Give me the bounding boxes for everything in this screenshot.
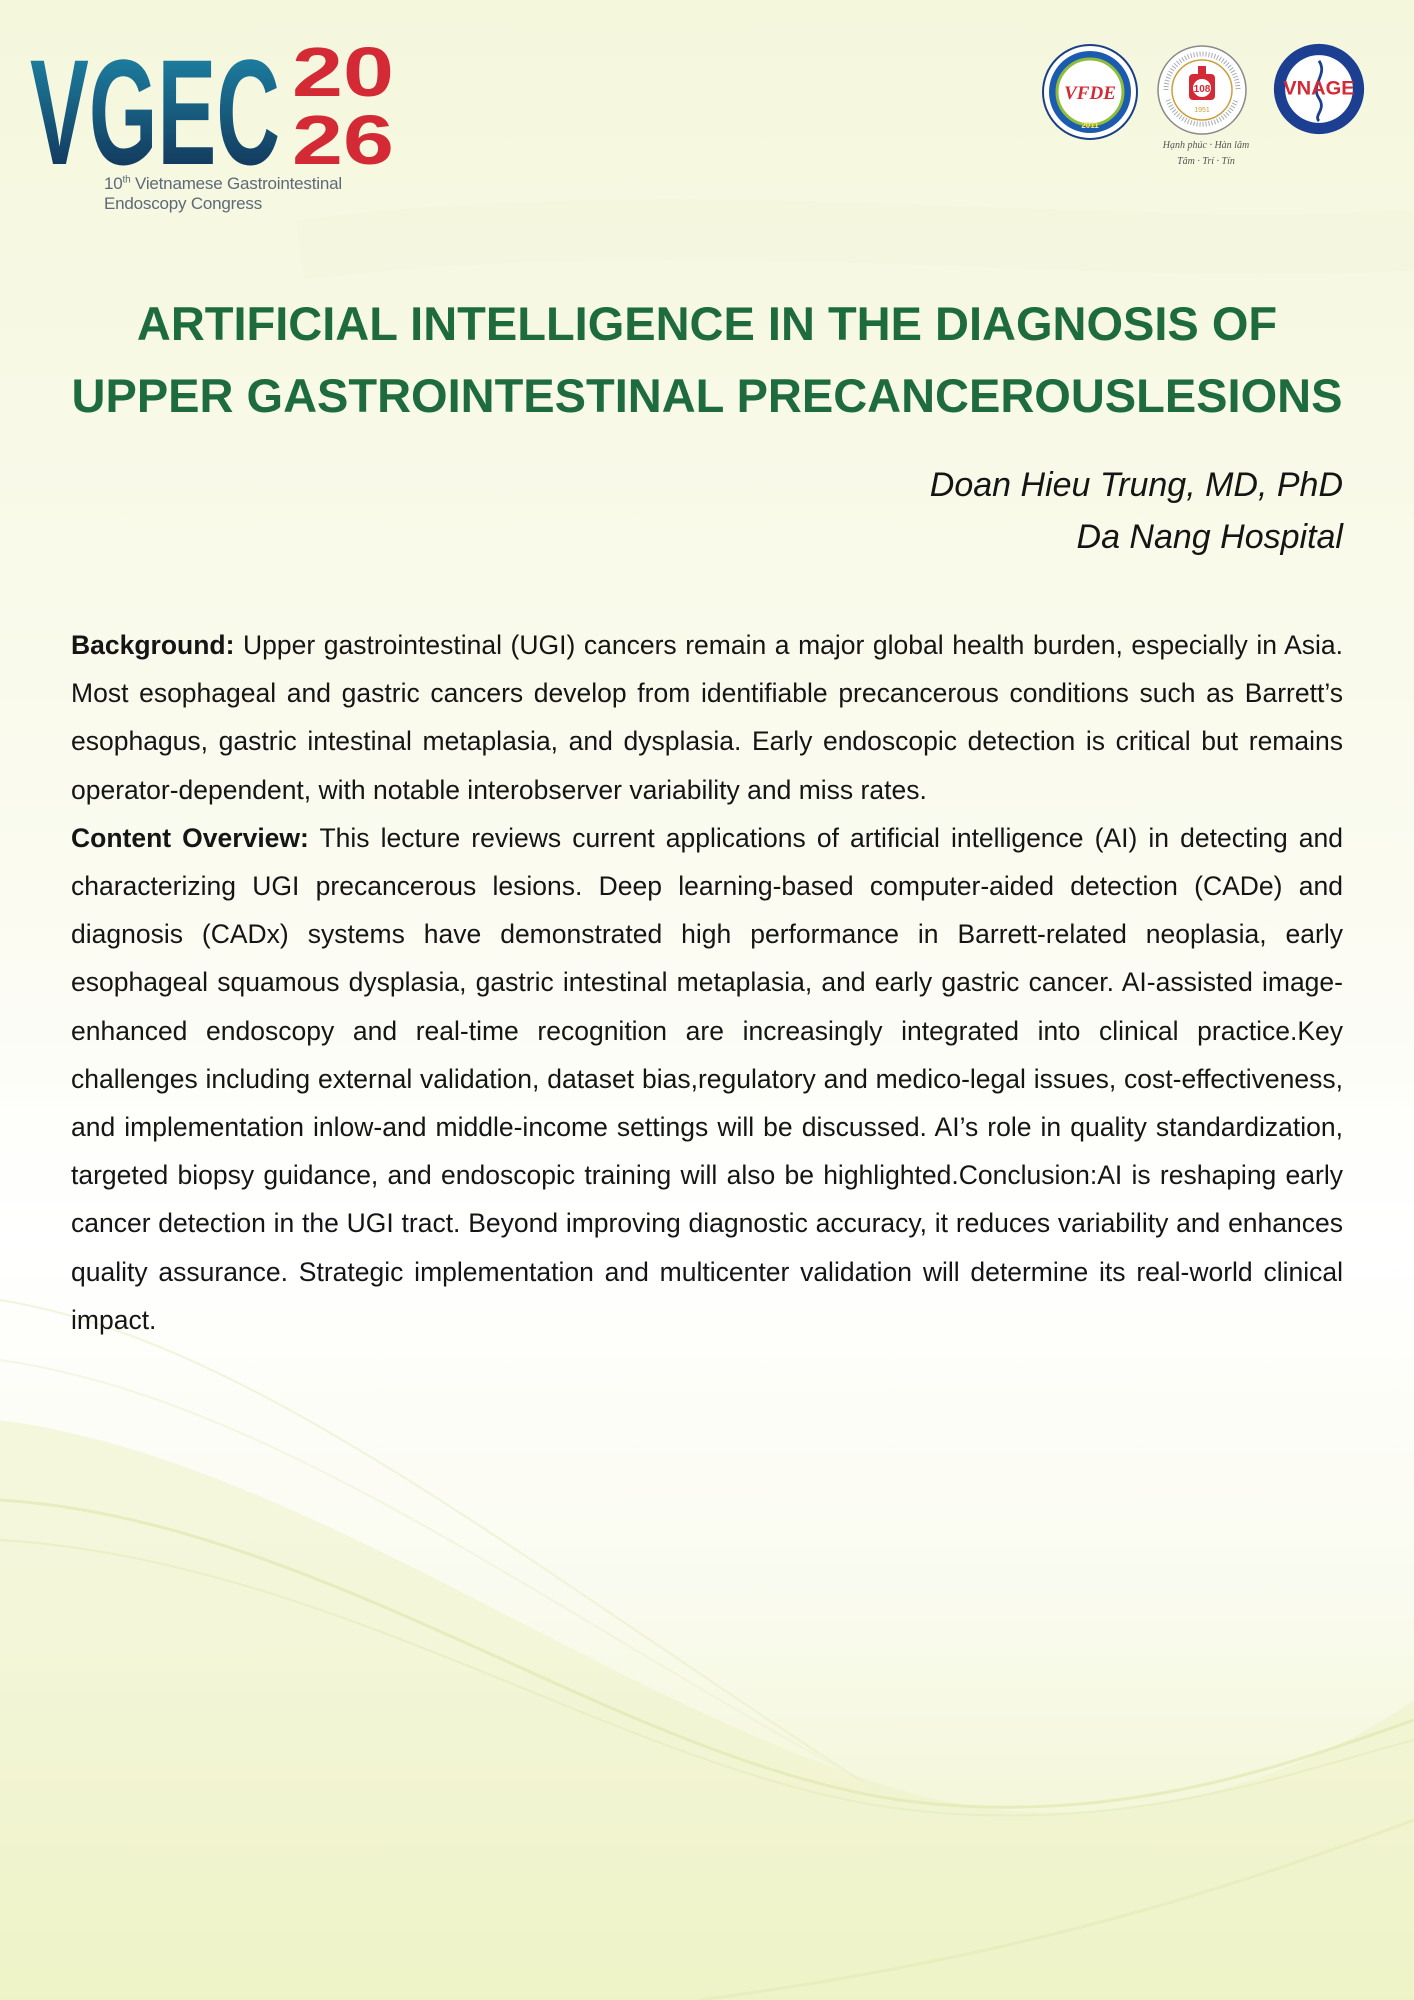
overview-text: This lecture reviews current applications of artificial intelligence (AI) in detecting and characterizing UGI precancerous lesions. Deep learning-based computer-aided detection (CADe) and diagnosis (CADx) systems have demonstrated high performance in Barrett-related neoplasia, early esophageal squamous dysplasia, gastric intestinal metaplasia, and early gastric cancer. AI-assisted image-enhanced endoscopy and real-time recognition are increasingly integrated into clinical practice.Key challenges including external validation, dataset bias,regulatory and medico-legal issues, cost-effectiveness, and implementation inlow-and middle-income settings will be discussed. AI’s role in quality standardization, targeted biopsy guidance, and endoscopic training will also be highlighted.Conclusion:AI is reshaping early cancer detection in the UGI tract. Beyond improving diagnostic accuracy, it reduces variability and enhances quality assurance. Strategic implementation and multicenter validation will determine its real-world clinical impact. <box>71 822 1343 1335</box>
motto-line2: Tâm · Trí · Tín <box>1177 156 1235 167</box>
military-hospital-108-logo <box>1152 42 1252 142</box>
background-label: Background: <box>71 630 235 660</box>
vfde-logo <box>1040 42 1140 142</box>
abstract-body <box>71 621 1343 1344</box>
vfde-year: 2011 <box>1081 121 1099 130</box>
vfde-text: VFDE <box>1064 83 1116 104</box>
overview-label: Content Overview: <box>71 822 309 853</box>
hospital-badge-number: 108 <box>1193 84 1211 95</box>
author-name: Doan Hieu Trung, MD, PhD <box>929 466 1343 504</box>
title-line2: UPPER GASTROINTESTINAL PRECANCEROUSLESIONS <box>71 369 1343 422</box>
lecture-title <box>40 288 1374 432</box>
hospital-motto <box>1146 138 1266 170</box>
title-line1: ARTIFICIAL INTELLIGENCE IN THE DIAGNOSIS OF <box>136 297 1278 350</box>
vgec-wordmark: VGEC <box>30 28 280 196</box>
motto-line1: Hạnh phúc · Hàn lâm <box>1162 140 1250 151</box>
congress-subtitle <box>104 174 404 214</box>
vnage-text: VNAGE <box>1283 77 1355 100</box>
logo-year-bottom: 26 <box>292 101 394 179</box>
congress-ordinal: 10 <box>104 174 123 193</box>
logo-year-top: 20 <box>292 33 394 111</box>
congress-line1: Vietnamese Gastrointestinal <box>135 174 342 193</box>
background-text: Upper gastrointestinal (UGI) cancers remain a major global health burden, especially in Asia. Most esophageal and gastric cancers develop from identifiable precancerous conditions such as Barrett’s esophagus, gastric intestinal metaplasia, and dysplasia. Early endoscopic detection is critical but remains operator-dependent, with notable interobserver variability and miss rates. <box>71 630 1343 805</box>
congress-line2: Endoscopy Congress <box>104 194 262 213</box>
congress-ordinal-suffix: th <box>122 174 131 186</box>
vnage-logo <box>1272 42 1366 136</box>
overview-paragraph <box>71 814 1343 1344</box>
author-affiliation: Da Nang Hospital <box>1076 518 1343 556</box>
background-paragraph <box>71 621 1343 814</box>
hospital-year: 1951 <box>1194 107 1210 114</box>
